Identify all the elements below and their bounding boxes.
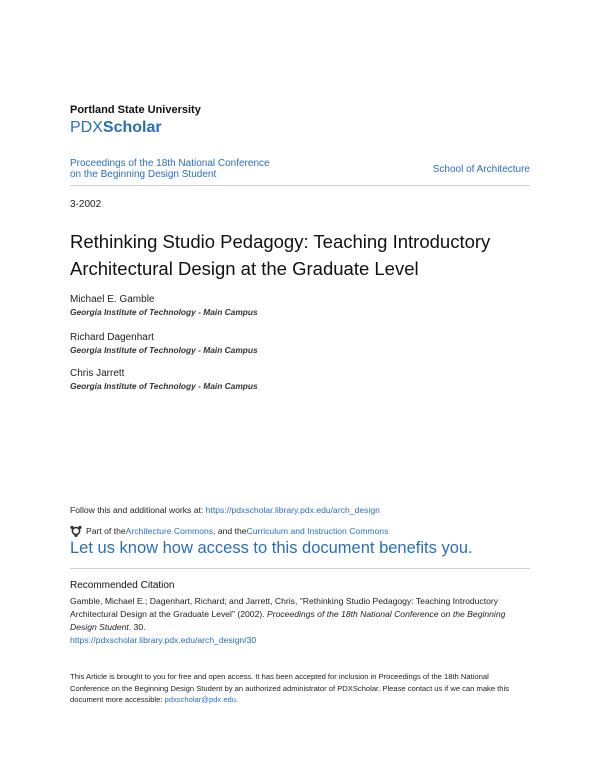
part-of-prefix: Part of the bbox=[86, 526, 126, 536]
author-block bbox=[70, 294, 530, 318]
repository-prefix: PDX bbox=[70, 119, 103, 136]
follow-line bbox=[70, 505, 380, 515]
follow-text: Follow this and additional works at: bbox=[70, 505, 206, 515]
repository-logo[interactable] bbox=[70, 119, 162, 137]
cover-page bbox=[70, 0, 530, 776]
access-notice-text: This Article is brought to you for free and open access. It has been accepted for inclusion in Proceedings of the 18th National Conference on the Beginning Design Student by an authorized administrator of PDXScholar. Please contact us if we can make this document more accessible: bbox=[70, 672, 510, 704]
proceedings-line-1: Proceedings of the 18th National Conference bbox=[70, 158, 270, 169]
contact-email-link[interactable]: pdxscholar@pdx.edu bbox=[164, 695, 237, 704]
follow-url-link[interactable]: https://pdxscholar.library.pdx.edu/arch_design bbox=[205, 505, 380, 515]
feedback-link[interactable]: Let us know how access to this document benefits you. bbox=[70, 539, 473, 557]
citation-number: . 30. bbox=[128, 622, 146, 632]
university-name: Portland State University bbox=[70, 104, 201, 116]
author-block bbox=[70, 332, 530, 356]
citation-url-link[interactable]: https://pdxscholar.library.pdx.edu/arch_design/30 bbox=[70, 635, 257, 645]
citation-proceedings: Proceedings of the 18th National Conference on the Beginning Design Student bbox=[70, 609, 506, 632]
author-block bbox=[70, 368, 530, 392]
curriculum-commons-link[interactable]: Curriculum and Instruction Commons bbox=[246, 526, 389, 536]
proceedings-line-2: on the Beginning Design Student bbox=[70, 169, 217, 180]
author-name: Chris Jarrett bbox=[70, 368, 125, 379]
paper-title: Rethinking Studio Pedagogy: Teaching Introductory Architectural Design at the Graduate Level bbox=[70, 231, 491, 279]
architecture-commons-link[interactable]: Architecture Commons bbox=[125, 526, 214, 536]
commons-network-icon bbox=[70, 525, 82, 537]
author-name: Richard Dagenhart bbox=[70, 332, 154, 343]
collection-row bbox=[70, 152, 530, 186]
citation-divider bbox=[70, 568, 530, 569]
publication-date: 3-2002 bbox=[70, 199, 102, 210]
access-notice-end: . bbox=[236, 695, 239, 704]
part-of-line bbox=[70, 525, 388, 537]
access-notice bbox=[70, 671, 530, 706]
author-name: Michael E. Gamble bbox=[70, 294, 155, 305]
repository-suffix: Scholar bbox=[102, 119, 162, 136]
citation-heading: Recommended Citation bbox=[70, 580, 175, 591]
citation-text: Gamble, Michael E.; Dagenhart, Richard; and Jarrett, Chris, "Rethinking Studio Pedagogy: Teaching Introductory Architectural Design at the Graduate Level" (2002). bbox=[70, 596, 499, 619]
author-affiliation: Georgia Institute of Technology - Main Campus bbox=[70, 381, 258, 391]
author-affiliation: Georgia Institute of Technology - Main Campus bbox=[70, 345, 258, 355]
author-affiliation: Georgia Institute of Technology - Main Campus bbox=[70, 307, 258, 317]
part-of-middle: , and the bbox=[213, 526, 247, 536]
citation-body bbox=[70, 595, 530, 647]
school-link[interactable]: School of Architecture bbox=[432, 164, 530, 175]
proceedings-link[interactable] bbox=[70, 158, 310, 180]
